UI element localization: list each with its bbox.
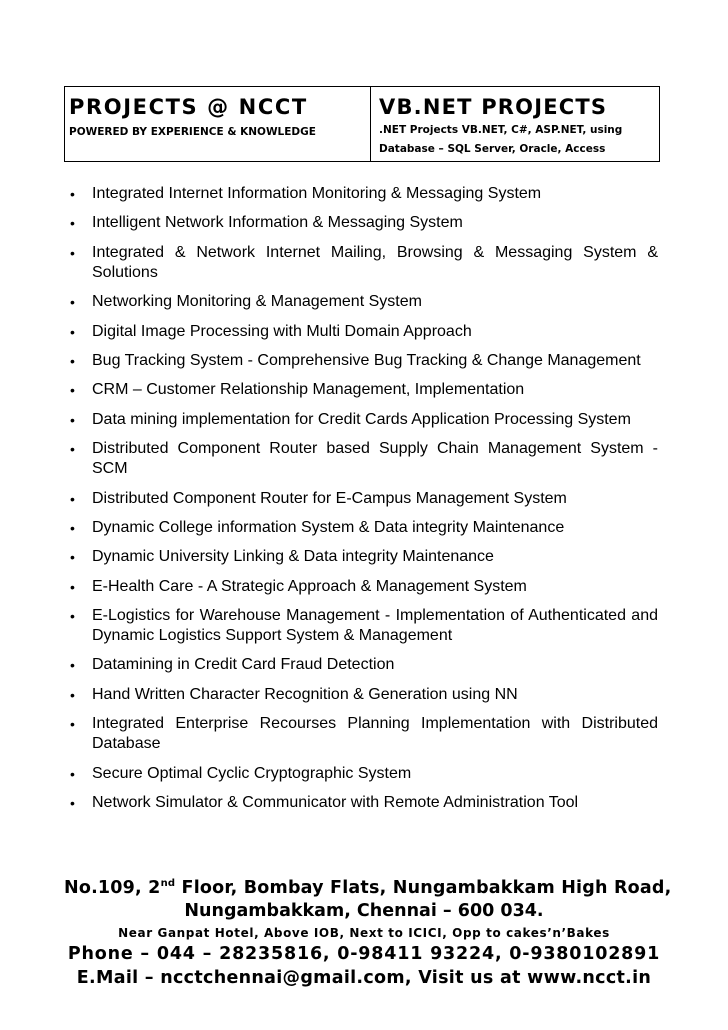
list-item-text: Hand Written Character Recognition & Generation using NN [92,685,518,703]
bullet-icon: • [70,490,75,507]
footer-landmark: Near Ganpat Hotel, Above IOB, Next to ICICI, Opp to cakes’n’Bakes [118,925,610,940]
list-item-text: Data mining implementation for Credit Cards Application Processing System [92,410,631,428]
bullet-icon: • [70,323,75,340]
footer-contact [64,872,672,990]
bullet-icon: • [70,795,75,812]
list-item [68,322,658,342]
bullet-icon: • [70,657,75,674]
list-item-text: Network Simulator & Communicator with Remote Administration Tool [92,794,579,812]
list-item-text: Bug Tracking System - Comprehensive Bug Tracking & Change Management [92,351,641,369]
header-right-panel [371,87,659,161]
list-item-text: E-Logistics for Warehouse Management - Implementation of Authenticated and Dynamic Logistics Support System & Management [92,607,658,645]
bullet-icon: • [70,352,75,369]
list-item-text: Dynamic College information System & Data integrity Maintenance [92,518,565,536]
header-left-subtitle: POWERED BY EXPERIENCE & KNOWLEDGE [69,126,316,138]
project-list [68,184,658,822]
bullet-icon: • [70,411,75,428]
list-item-text: Integrated Internet Information Monitoring & Messaging System [92,185,542,202]
list-item [68,793,658,813]
list-item-text: Distributed Component Router based Supply Chain Management System - SCM [92,440,658,478]
bullet-icon: • [70,215,75,232]
header-left-panel [65,87,371,161]
list-item-text: Datamining in Credit Card Fraud Detection [92,656,395,674]
list-item [68,764,658,784]
list-item-text: Networking Monitoring & Management System [92,293,422,311]
bullet-icon: • [70,519,75,536]
bullet-icon: • [70,608,75,625]
bullet-icon: • [70,186,75,202]
list-item [68,213,658,233]
list-item-text: CRM – Customer Relationship Management, Implementation [92,381,525,399]
list-item [68,439,658,479]
list-item [68,243,658,283]
list-item [68,351,658,371]
footer-address-post: Floor, Bombay Flats, Nungambakkam High Road, [175,877,672,898]
list-item [68,410,658,430]
bullet-icon: • [70,686,75,703]
list-item [68,292,658,312]
bullet-icon: • [70,244,75,261]
bullet-icon: • [70,441,75,458]
list-item [68,184,658,204]
list-item-text: Secure Optimal Cyclic Cryptographic System [92,764,412,782]
list-item [68,714,658,754]
list-item [68,577,658,597]
list-item [68,606,658,646]
footer-address-line2: Nungambakkam, Chennai – 600 034. [184,900,544,921]
footer-address-sup: nd [160,878,176,889]
header-box [64,86,660,162]
bullet-icon: • [70,765,75,782]
list-item-text: Integrated & Network Internet Mailing, Browsing & Messaging System & Solutions [92,243,658,281]
bullet-icon: • [70,549,75,566]
list-item-text: Integrated Enterprise Recourses Planning Implementation with Distributed Database [92,715,658,753]
footer-address-pre: No.109, 2 [64,877,161,898]
header-right-line2: Database – SQL Server, Oracle, Access [379,143,606,155]
list-item [68,655,658,675]
list-item [68,380,658,400]
list-item-text: Distributed Component Router for E-Campus Management System [92,489,567,507]
bullet-icon: • [70,578,75,595]
bullet-icon: • [70,294,75,311]
footer-contact-line: E.Mail – ncctchennai@gmail.com, Visit us at www.ncct.in [76,967,652,988]
list-item-text: Intelligent Network Information & Messaging System [92,214,463,232]
list-item [68,489,658,509]
list-item [68,547,658,567]
header-right-line1: .NET Projects VB.NET, C#, ASP.NET, using [379,124,623,136]
footer-phone: Phone – 044 – 28235816, 0-98411 93224, 0-9380102891 [67,943,661,964]
header-left-title: PROJECTS @ NCCT [69,95,308,119]
list-item-text: Dynamic University Linking & Data integrity Maintenance [92,548,494,566]
header-right-title: VB.NET PROJECTS [379,95,608,119]
bullet-icon: • [70,382,75,399]
bullet-icon: • [70,716,75,733]
list-item-text: E-Health Care - A Strategic Approach & Management System [92,577,527,595]
list-item [68,685,658,705]
footer-address-line1 [64,872,672,900]
list-item [68,518,658,538]
list-item-text: Digital Image Processing with Multi Domain Approach [92,322,472,340]
